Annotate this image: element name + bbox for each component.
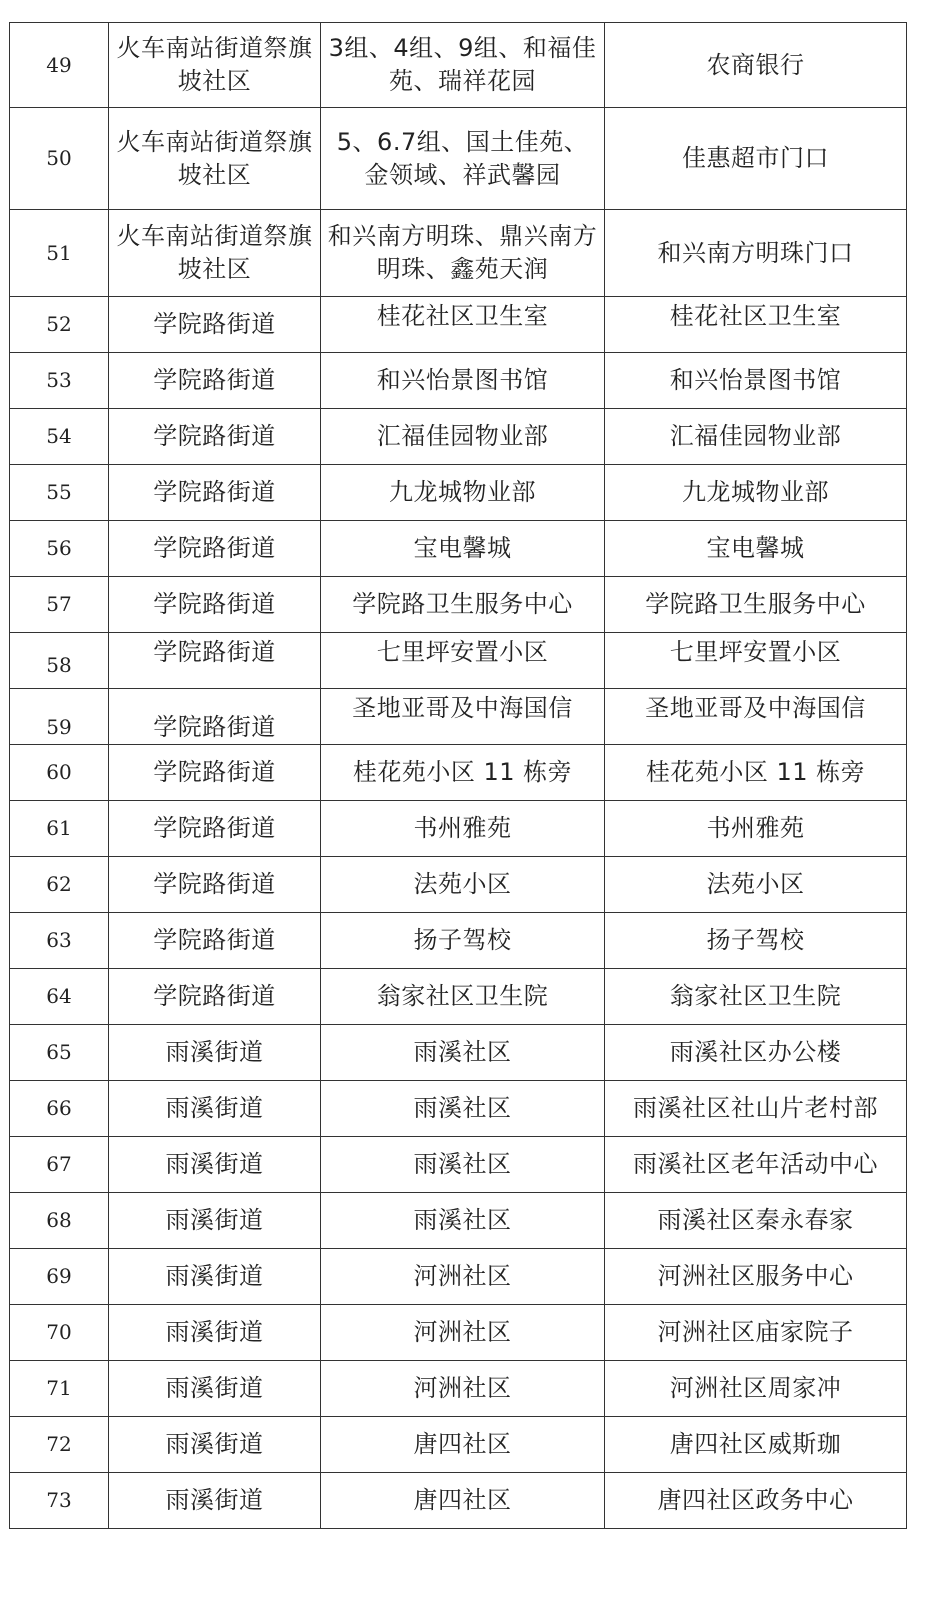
area-cell: 唐四社区 [321, 1417, 605, 1473]
area-cell: 桂花社区卫生室 [321, 297, 605, 353]
street-cell: 学院路街道 [109, 913, 321, 969]
row-number: 65 [10, 1025, 109, 1081]
table-row [10, 465, 907, 521]
table-row [10, 1025, 907, 1081]
area-cell: 扬子驾校 [321, 913, 605, 969]
row-number: 70 [10, 1305, 109, 1361]
points-table [9, 22, 907, 1529]
street-cell: 学院路街道 [109, 409, 321, 465]
location-cell: 九龙城物业部 [605, 465, 907, 521]
street-cell: 学院路街道 [109, 801, 321, 857]
row-number: 63 [10, 913, 109, 969]
area-cell: 学院路卫生服务中心 [321, 577, 605, 633]
location-cell: 桂花社区卫生室 [605, 297, 907, 353]
location-cell: 唐四社区政务中心 [605, 1473, 907, 1529]
row-number: 62 [10, 857, 109, 913]
area-cell: 雨溪社区 [321, 1025, 605, 1081]
location-cell: 唐四社区威斯珈 [605, 1417, 907, 1473]
area-cell: 雨溪社区 [321, 1081, 605, 1137]
street-cell: 雨溪街道 [109, 1193, 321, 1249]
area-cell: 桂花苑小区 11 栋旁 [321, 745, 605, 801]
row-number: 55 [10, 465, 109, 521]
table-row [10, 801, 907, 857]
location-cell: 雨溪社区社山片老村部 [605, 1081, 907, 1137]
location-cell: 七里坪安置小区 [605, 633, 907, 689]
area-cell: 法苑小区 [321, 857, 605, 913]
table-row [10, 23, 907, 108]
row-number: 57 [10, 577, 109, 633]
location-cell: 雨溪社区秦永春家 [605, 1193, 907, 1249]
row-number: 64 [10, 969, 109, 1025]
street-cell: 学院路街道 [109, 689, 321, 745]
area-cell: 和兴南方明珠、鼎兴南方明珠、鑫苑天润 [321, 210, 605, 297]
table-row [10, 1305, 907, 1361]
area-cell: 翁家社区卫生院 [321, 969, 605, 1025]
area-cell: 雨溪社区 [321, 1137, 605, 1193]
row-number: 59 [10, 689, 109, 745]
table-row [10, 108, 907, 210]
table-row [10, 1361, 907, 1417]
location-cell: 农商银行 [605, 23, 907, 108]
street-cell: 学院路街道 [109, 297, 321, 353]
row-number: 49 [10, 23, 109, 108]
row-number: 71 [10, 1361, 109, 1417]
location-cell: 佳惠超市门口 [605, 108, 907, 210]
location-cell: 和兴南方明珠门口 [605, 210, 907, 297]
row-number: 69 [10, 1249, 109, 1305]
location-cell: 圣地亚哥及中海国信 [605, 689, 907, 745]
street-cell: 雨溪街道 [109, 1081, 321, 1137]
row-number: 50 [10, 108, 109, 210]
location-cell: 河洲社区庙家院子 [605, 1305, 907, 1361]
row-number: 58 [10, 633, 109, 689]
location-cell: 河洲社区服务中心 [605, 1249, 907, 1305]
location-cell: 汇福佳园物业部 [605, 409, 907, 465]
street-cell: 学院路街道 [109, 633, 321, 689]
table-row [10, 521, 907, 577]
table-row [10, 297, 907, 353]
location-cell: 桂花苑小区 11 栋旁 [605, 745, 907, 801]
table-row [10, 210, 907, 297]
row-number: 72 [10, 1417, 109, 1473]
row-number: 53 [10, 353, 109, 409]
row-number: 54 [10, 409, 109, 465]
area-cell: 宝电馨城 [321, 521, 605, 577]
location-cell: 雨溪社区老年活动中心 [605, 1137, 907, 1193]
table-row [10, 1473, 907, 1529]
location-cell: 翁家社区卫生院 [605, 969, 907, 1025]
table-row [10, 689, 907, 745]
street-cell: 火车南站街道祭旗坡社区 [109, 108, 321, 210]
location-cell: 法苑小区 [605, 857, 907, 913]
location-cell: 河洲社区周家冲 [605, 1361, 907, 1417]
table-row [10, 1137, 907, 1193]
table-row [10, 857, 907, 913]
row-number: 61 [10, 801, 109, 857]
area-cell: 和兴怡景图书馆 [321, 353, 605, 409]
area-cell: 3组、4组、9组、和福佳苑、瑞祥花园 [321, 23, 605, 108]
street-cell: 学院路街道 [109, 969, 321, 1025]
area-cell: 唐四社区 [321, 1473, 605, 1529]
row-number: 68 [10, 1193, 109, 1249]
area-cell: 书州雅苑 [321, 801, 605, 857]
street-cell: 学院路街道 [109, 857, 321, 913]
street-cell: 雨溪街道 [109, 1417, 321, 1473]
area-cell: 九龙城物业部 [321, 465, 605, 521]
row-number: 67 [10, 1137, 109, 1193]
table-row [10, 745, 907, 801]
table-row [10, 577, 907, 633]
street-cell: 学院路街道 [109, 577, 321, 633]
area-cell: 5、6.7组、国土佳苑、金领域、祥武馨园 [321, 108, 605, 210]
street-cell: 雨溪街道 [109, 1025, 321, 1081]
table-row [10, 1193, 907, 1249]
table-row [10, 1249, 907, 1305]
street-cell: 学院路街道 [109, 745, 321, 801]
area-cell: 圣地亚哥及中海国信 [321, 689, 605, 745]
street-cell: 火车南站街道祭旗坡社区 [109, 210, 321, 297]
street-cell: 学院路街道 [109, 353, 321, 409]
area-cell: 河洲社区 [321, 1249, 605, 1305]
street-cell: 雨溪街道 [109, 1137, 321, 1193]
row-number: 73 [10, 1473, 109, 1529]
area-cell: 雨溪社区 [321, 1193, 605, 1249]
table-row [10, 1417, 907, 1473]
area-cell: 汇福佳园物业部 [321, 409, 605, 465]
street-cell: 雨溪街道 [109, 1361, 321, 1417]
area-cell: 河洲社区 [321, 1305, 605, 1361]
table-row [10, 1081, 907, 1137]
row-number: 60 [10, 745, 109, 801]
area-cell: 七里坪安置小区 [321, 633, 605, 689]
table-row [10, 969, 907, 1025]
area-cell: 河洲社区 [321, 1361, 605, 1417]
location-cell: 学院路卫生服务中心 [605, 577, 907, 633]
location-cell: 宝电馨城 [605, 521, 907, 577]
location-cell: 雨溪社区办公楼 [605, 1025, 907, 1081]
street-cell: 火车南站街道祭旗坡社区 [109, 23, 321, 108]
row-number: 56 [10, 521, 109, 577]
row-number: 51 [10, 210, 109, 297]
row-number: 52 [10, 297, 109, 353]
table-row [10, 353, 907, 409]
street-cell: 雨溪街道 [109, 1249, 321, 1305]
location-cell: 和兴怡景图书馆 [605, 353, 907, 409]
street-cell: 学院路街道 [109, 465, 321, 521]
street-cell: 雨溪街道 [109, 1473, 321, 1529]
location-cell: 扬子驾校 [605, 913, 907, 969]
street-cell: 雨溪街道 [109, 1305, 321, 1361]
location-cell: 书州雅苑 [605, 801, 907, 857]
table-row [10, 409, 907, 465]
street-cell: 学院路街道 [109, 521, 321, 577]
row-number: 66 [10, 1081, 109, 1137]
table-row [10, 633, 907, 689]
table-row [10, 913, 907, 969]
